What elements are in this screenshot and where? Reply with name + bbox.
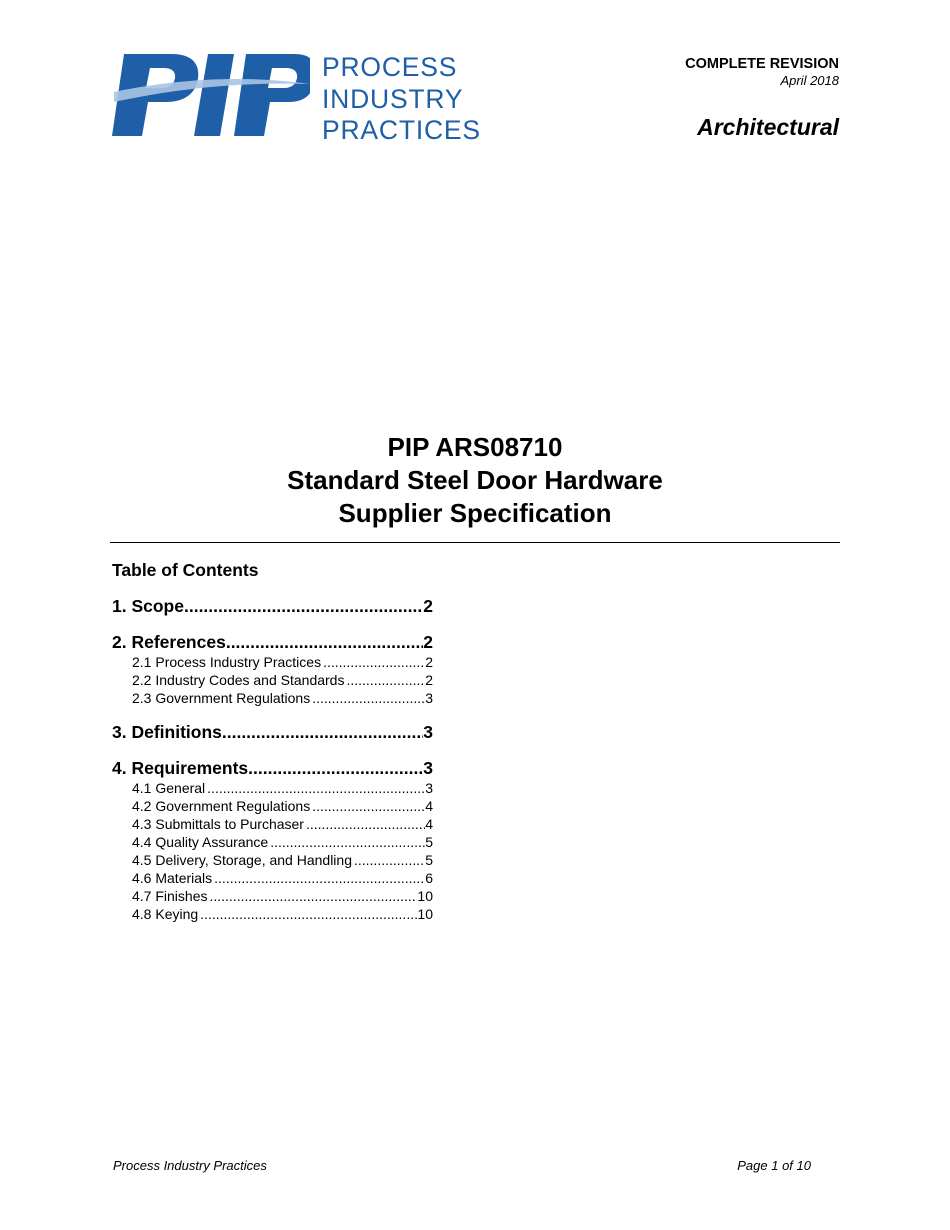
toc-entry-label: 2. References <box>112 632 226 652</box>
toc-leader <box>184 595 423 617</box>
toc-leader <box>200 905 417 923</box>
toc-subentry-page: 2 <box>425 672 433 688</box>
footer-page-number: Page 1 of 10 <box>737 1158 811 1173</box>
toc-subentry[interactable] <box>112 869 433 887</box>
title-divider <box>110 542 840 543</box>
toc-leader <box>346 671 425 689</box>
pip-logo <box>110 50 480 145</box>
toc-subentry-label: 2.3 Government Regulations <box>132 690 311 706</box>
toc-entry-definitions[interactable] <box>112 721 433 743</box>
title-line: Standard Steel Door Hardware <box>287 465 663 495</box>
toc-leader <box>270 833 425 851</box>
pip-logo-wordmark <box>322 52 481 147</box>
toc-subentry-page: 6 <box>425 870 433 886</box>
toc-subentry[interactable] <box>112 689 433 707</box>
toc-entry-requirements[interactable] <box>112 757 433 779</box>
toc-entry-page: 3 <box>423 758 433 778</box>
table-of-contents <box>112 559 433 937</box>
toc-subentry[interactable] <box>112 851 433 869</box>
toc-subentry-page: 4 <box>425 798 433 814</box>
toc-subentry[interactable] <box>112 671 433 689</box>
toc-section <box>112 721 433 743</box>
revision-date: April 2018 <box>780 73 839 88</box>
toc-leader <box>312 797 425 815</box>
toc-section <box>112 595 433 617</box>
toc-subentry[interactable] <box>112 653 433 671</box>
toc-subentry-label: 2.2 Industry Codes and Standards <box>132 672 345 688</box>
category-label: Architectural <box>697 114 839 140</box>
toc-leader <box>248 757 423 779</box>
toc-section <box>112 757 433 923</box>
toc-entry-page: 2 <box>423 596 433 616</box>
toc-entry-page: 3 <box>423 722 433 742</box>
toc-entry-page: 2 <box>423 632 433 652</box>
toc-subentry-page: 10 <box>417 888 433 904</box>
toc-subentry-page: 2 <box>425 654 433 670</box>
toc-subentry-label: 4.6 Materials <box>132 870 213 886</box>
toc-leader <box>306 815 425 833</box>
toc-subentry[interactable] <box>112 797 433 815</box>
toc-subentry-page: 5 <box>425 834 433 850</box>
toc-subentry-label: 4.2 Government Regulations <box>132 798 311 814</box>
toc-entry-label: 1. Scope <box>112 596 184 616</box>
revision-title: COMPLETE REVISION <box>685 56 839 72</box>
revision-block <box>685 56 839 89</box>
toc-subentry[interactable] <box>112 887 433 905</box>
toc-subentry-label: 4.1 General <box>132 780 206 796</box>
toc-entry-references[interactable] <box>112 631 433 653</box>
toc-leader <box>323 653 425 671</box>
title-line: Supplier Specification <box>338 498 612 528</box>
toc-subentry-page: 4 <box>425 816 433 832</box>
toc-entry-label: 4. Requirements <box>112 758 249 778</box>
toc-subentry-label: 4.7 Finishes <box>132 888 208 904</box>
toc-section <box>112 631 433 707</box>
toc-leader <box>209 887 417 905</box>
toc-leader <box>222 721 423 743</box>
toc-subentry-label: 4.3 Submittals to Purchaser <box>132 816 304 832</box>
toc-subentry-label: 4.5 Delivery, Storage, and Handling <box>132 852 352 868</box>
toc-subentry-label: 4.8 Keying <box>132 906 199 922</box>
toc-leader <box>226 631 423 653</box>
title-line: PIP ARS08710 <box>387 432 563 462</box>
logo-line: PROCESS <box>322 52 458 82</box>
toc-subentry[interactable] <box>112 779 433 797</box>
toc-leader <box>354 851 425 869</box>
toc-subentry-label: 4.4 Quality Assurance <box>132 834 269 850</box>
logo-line: INDUSTRY <box>322 83 464 114</box>
document-title <box>0 431 950 530</box>
toc-subentry[interactable] <box>112 815 433 833</box>
toc-entry-scope[interactable] <box>112 595 433 617</box>
toc-entry-label: 3. Definitions <box>112 722 222 742</box>
pip-logo-mark-icon <box>110 50 310 140</box>
toc-leader <box>312 689 425 707</box>
footer-publisher: Process Industry Practices <box>113 1158 267 1173</box>
toc-subentry[interactable] <box>112 905 433 923</box>
toc-subentry[interactable] <box>112 833 433 851</box>
toc-heading: Table of Contents <box>112 560 259 580</box>
toc-subentry-page: 3 <box>425 690 433 706</box>
toc-subentry-page: 5 <box>425 852 433 868</box>
toc-leader <box>207 779 425 797</box>
toc-subentry-page: 3 <box>425 780 433 796</box>
toc-subentry-label: 2.1 Process Industry Practices <box>132 654 322 670</box>
logo-line: PRACTICES <box>322 115 481 145</box>
toc-subentry-page: 10 <box>417 906 433 922</box>
toc-leader <box>214 869 425 887</box>
